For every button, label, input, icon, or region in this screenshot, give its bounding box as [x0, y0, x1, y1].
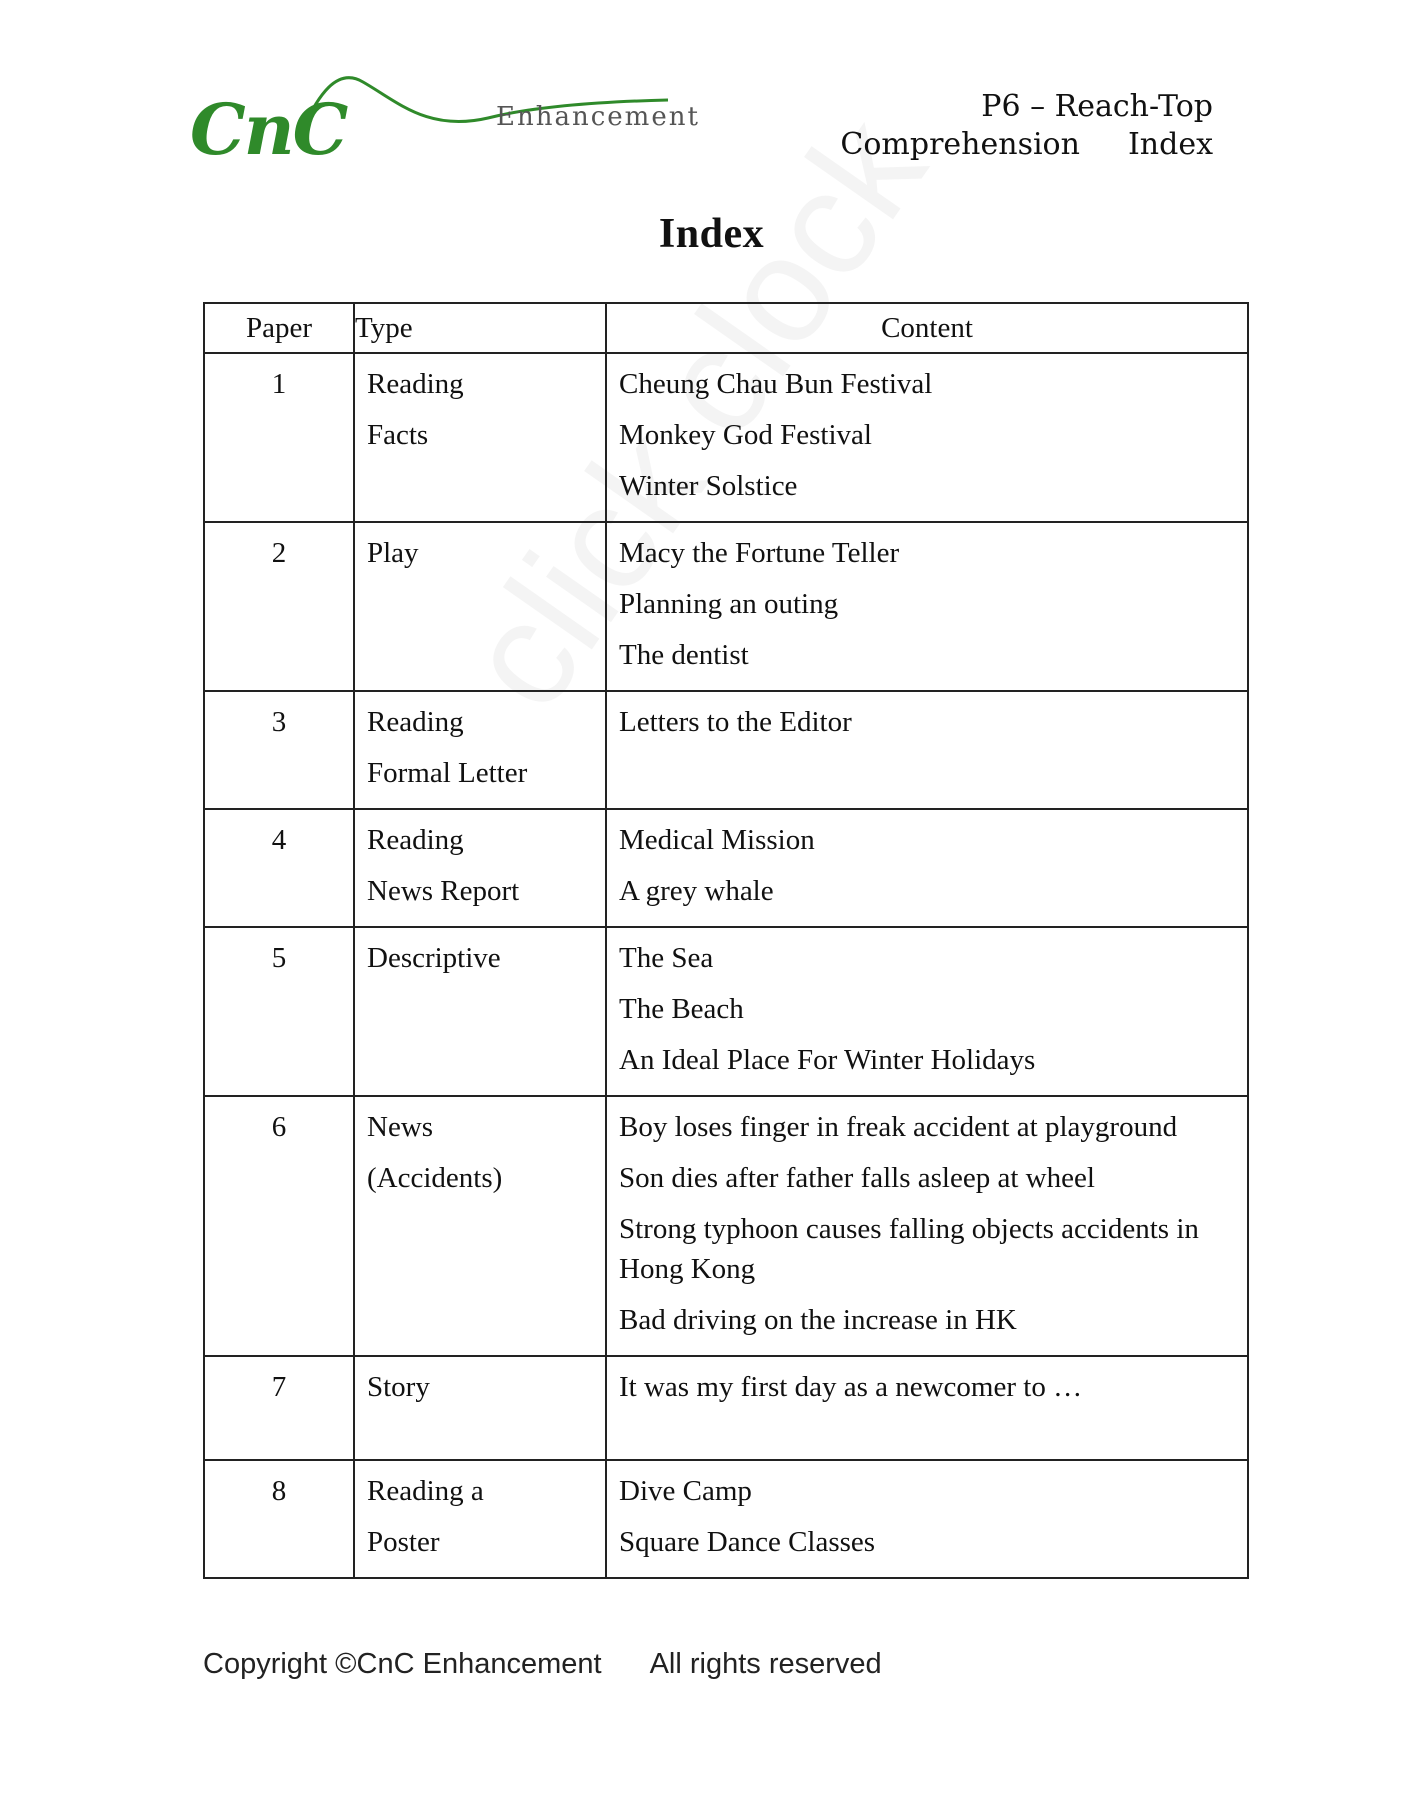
page-title: Index — [658, 211, 765, 257]
paper-number: 5 — [271, 942, 287, 974]
type-text: Reading a — [367, 1475, 484, 1507]
content-title: A grey whale — [619, 875, 774, 907]
content-cell — [606, 1096, 1248, 1356]
logo-text: CnC — [190, 88, 347, 171]
rights-text: All rights reserved — [649, 1648, 882, 1680]
paper-number: 8 — [271, 1475, 287, 1507]
table-row — [204, 1096, 1248, 1356]
subject-name: Comprehension — [840, 127, 1080, 162]
type-text: Formal Letter — [367, 757, 528, 789]
type-text: Reading — [367, 368, 464, 400]
logo-subtext: Enhancement — [496, 102, 700, 132]
index-table — [203, 302, 1249, 1579]
content-title: Strong typhoon causes falling objects accidents in Hong Kong — [619, 1213, 1199, 1285]
content-cell — [606, 809, 1248, 927]
course-name: P6 – Reach-Top — [981, 89, 1213, 124]
content-cell — [606, 691, 1248, 809]
type-cell — [354, 1460, 606, 1578]
type-text: (Accidents) — [367, 1162, 503, 1194]
content-cell — [606, 1460, 1248, 1578]
content-title: Son dies after father falls asleep at wheel — [619, 1162, 1095, 1194]
paper-cell — [204, 353, 354, 522]
table-row — [204, 1460, 1248, 1578]
paper-cell — [204, 1460, 354, 1578]
paper-number: 3 — [271, 706, 287, 738]
type-text: News — [367, 1111, 434, 1143]
table-row — [204, 353, 1248, 522]
content-title: Monkey God Festival — [619, 419, 872, 451]
cnc-logo — [188, 62, 708, 172]
paper-cell — [204, 522, 354, 691]
table-row — [204, 691, 1248, 809]
column-header-paper: Paper — [204, 303, 354, 353]
copyright-text: Copyright ©CnC Enhancement — [203, 1648, 602, 1680]
type-text: Facts — [367, 419, 429, 451]
content-title: Square Dance Classes — [619, 1526, 876, 1558]
type-cell — [354, 1356, 606, 1460]
type-cell — [354, 522, 606, 691]
type-cell — [354, 353, 606, 522]
type-cell — [354, 1096, 606, 1356]
paper-cell — [204, 1096, 354, 1356]
content-title: Dive Camp — [619, 1475, 752, 1507]
paper-number: 4 — [271, 824, 287, 856]
footer — [203, 1648, 882, 1681]
table-row — [204, 1356, 1248, 1460]
content-title: Macy the Fortune Teller — [619, 537, 900, 569]
content-cell — [606, 1356, 1248, 1460]
document-header — [840, 88, 1213, 164]
table-row — [204, 522, 1248, 691]
content-cell — [606, 353, 1248, 522]
content-title: Medical Mission — [619, 824, 815, 856]
content-cell — [606, 927, 1248, 1096]
paper-cell — [204, 809, 354, 927]
section-name: Index — [1127, 127, 1213, 162]
content-title: The dentist — [619, 639, 749, 671]
table-row — [204, 927, 1248, 1096]
type-text: News Report — [367, 875, 520, 907]
type-cell — [354, 927, 606, 1096]
paper-cell — [204, 1356, 354, 1460]
content-title: The Sea — [619, 942, 714, 974]
type-text: Poster — [367, 1526, 440, 1558]
content-title: An Ideal Place For Winter Holidays — [619, 1044, 1036, 1076]
column-header-content: Content — [606, 303, 1248, 353]
type-cell — [354, 691, 606, 809]
type-cell — [354, 809, 606, 927]
paper-number: 7 — [271, 1371, 287, 1403]
paper-number: 1 — [271, 368, 287, 400]
content-title: Bad driving on the increase in HK — [619, 1304, 1017, 1336]
type-text: Play — [367, 537, 419, 569]
content-cell — [606, 522, 1248, 691]
column-header-type: Type — [354, 303, 606, 353]
content-title: It was my first day as a newcomer to … — [619, 1371, 1083, 1403]
content-title: Letters to the Editor — [619, 706, 852, 738]
content-title: Cheung Chau Bun Festival — [619, 368, 933, 400]
content-title: Planning an outing — [619, 588, 839, 620]
header-line-2 — [840, 126, 1213, 164]
table-header-row — [204, 303, 1248, 353]
content-title: The Beach — [619, 993, 744, 1025]
paper-cell — [204, 927, 354, 1096]
content-title: Winter Solstice — [619, 470, 798, 502]
type-text: Story — [367, 1371, 430, 1403]
table-row — [204, 809, 1248, 927]
paper-number: 2 — [271, 537, 287, 569]
paper-number: 6 — [271, 1111, 287, 1143]
table-body — [204, 353, 1248, 1578]
paper-cell — [204, 691, 354, 809]
type-text: Reading — [367, 706, 464, 738]
content-title: Boy loses finger in freak accident at playground — [619, 1111, 1178, 1143]
type-text: Reading — [367, 824, 464, 856]
type-text: Descriptive — [367, 942, 501, 974]
